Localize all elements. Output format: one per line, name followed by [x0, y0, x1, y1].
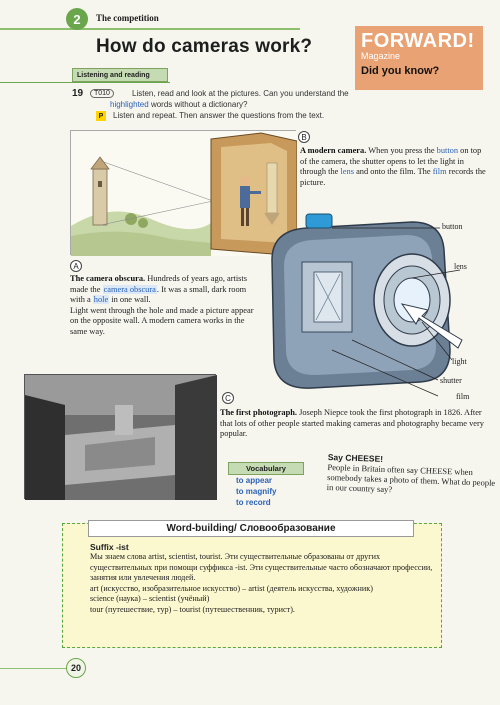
camera-cutaway-illustration	[262, 200, 474, 403]
magazine-logo: FORWARD!	[361, 30, 475, 52]
vocabulary-box	[228, 462, 304, 512]
exercise-number: 19	[72, 88, 84, 99]
word-building-title: Word-building/ Словообразование	[88, 520, 414, 537]
text-b-part4: records the picture.	[300, 167, 486, 187]
say-cheese-title: Say CHEESE!	[327, 452, 384, 464]
page-title: How do cameras work?	[96, 36, 313, 57]
text-b-heading: A modern camera.	[300, 146, 367, 155]
exercise-instruction	[110, 88, 360, 110]
first-photograph-image	[24, 374, 216, 499]
instruction-highlight: highlighted	[110, 100, 149, 109]
skill-rule	[0, 82, 170, 83]
magazine-tagline: Did you know?	[361, 65, 440, 77]
text-a-heading: The camera obscura.	[70, 274, 146, 283]
text-b-part1: When you press the	[368, 146, 435, 155]
footer-rule	[0, 668, 66, 669]
audio-track-icon[interactable]: T010	[90, 89, 114, 98]
say-cheese-text: People in Britain often say CHEESE when somebody takes a photo of them. What do people in our country say?	[326, 461, 496, 495]
magazine-box	[355, 26, 483, 90]
marker-c: C	[222, 392, 234, 404]
exercise-repeat-instruction: Listen and repeat. Then answer the questions from the text.	[113, 111, 325, 120]
unit-number-badge: 2	[66, 8, 88, 30]
word-building-intro: Мы знаем слова artist, scientist, tourist. Эти существительные образованы от других существительных при помощи суффикса -ist. Эти существительные часто обозначают профессии, занятия или увлечения людей.	[90, 552, 433, 583]
text-b-highlight-lens: lens	[340, 167, 354, 177]
text-a-part1: Hundreds of years ago, artists made the	[70, 274, 248, 294]
text-a-part4: Light went through the hole and made a picture appear on the opposite wall. A modern camera works in the same way.	[70, 305, 254, 336]
text-c-heading: The first photograph.	[220, 408, 298, 417]
text-b-part2: on top of the camera, the shutter opens to let the light in through the	[300, 146, 482, 177]
label-light: light	[452, 357, 467, 366]
text-b-highlight-button: button	[436, 146, 459, 155]
magazine-subtitle: Magazine	[361, 51, 401, 61]
text-b-part3: and onto the film. The	[356, 167, 431, 177]
word-building-content	[90, 542, 435, 616]
header-rule	[0, 28, 300, 30]
text-b-highlight-film: film	[432, 167, 447, 177]
text-a-part2: . It was a small, dark room with a	[70, 284, 247, 305]
vocabulary-item: to record	[236, 498, 271, 507]
label-film: film	[456, 392, 470, 401]
modern-camera-text	[300, 146, 490, 188]
skill-label: Listening and reading	[72, 68, 168, 82]
vocabulary-item: to magnify	[236, 487, 277, 496]
pronunciation-icon: P	[96, 111, 106, 121]
vocabulary-title: Vocabulary	[228, 462, 304, 475]
camera-obscura-text	[70, 274, 260, 338]
word-building-example: art (искусство, изобразительное искусство) – artist (деятель искусства, художник)	[90, 583, 373, 593]
instruction-part2: words without a dictionary?	[150, 100, 248, 109]
text-c-body: Joseph Niepce took the first photograph in 1826. After that lots of other people started making cameras and photography became very popular.	[220, 408, 484, 439]
text-a-highlight-camera-obscura: camera obscura	[103, 284, 156, 294]
first-photograph-text	[220, 408, 490, 440]
marker-a: A	[70, 260, 82, 272]
section-title: The competition	[96, 13, 159, 23]
say-cheese-note	[327, 452, 498, 498]
instruction-part1: Listen, read and look at the pictures. Can you understand the	[132, 89, 349, 98]
word-building-example: tour (путешествие, тур) – tourist (путешественник, турист).	[90, 604, 295, 614]
word-building-subtitle: Suffix -ist	[90, 542, 129, 552]
marker-b: B	[298, 131, 310, 143]
label-button: button	[442, 222, 463, 231]
text-a-highlight-hole: hole	[93, 295, 109, 305]
vocabulary-item: to appear	[236, 476, 273, 485]
word-building-example: science (наука) – scientist (учёный)	[90, 594, 210, 604]
text-a-part3: in one wall.	[111, 295, 151, 305]
label-shutter: shutter	[440, 376, 462, 385]
label-lens: lens	[454, 262, 467, 271]
page-number: 20	[66, 658, 86, 678]
